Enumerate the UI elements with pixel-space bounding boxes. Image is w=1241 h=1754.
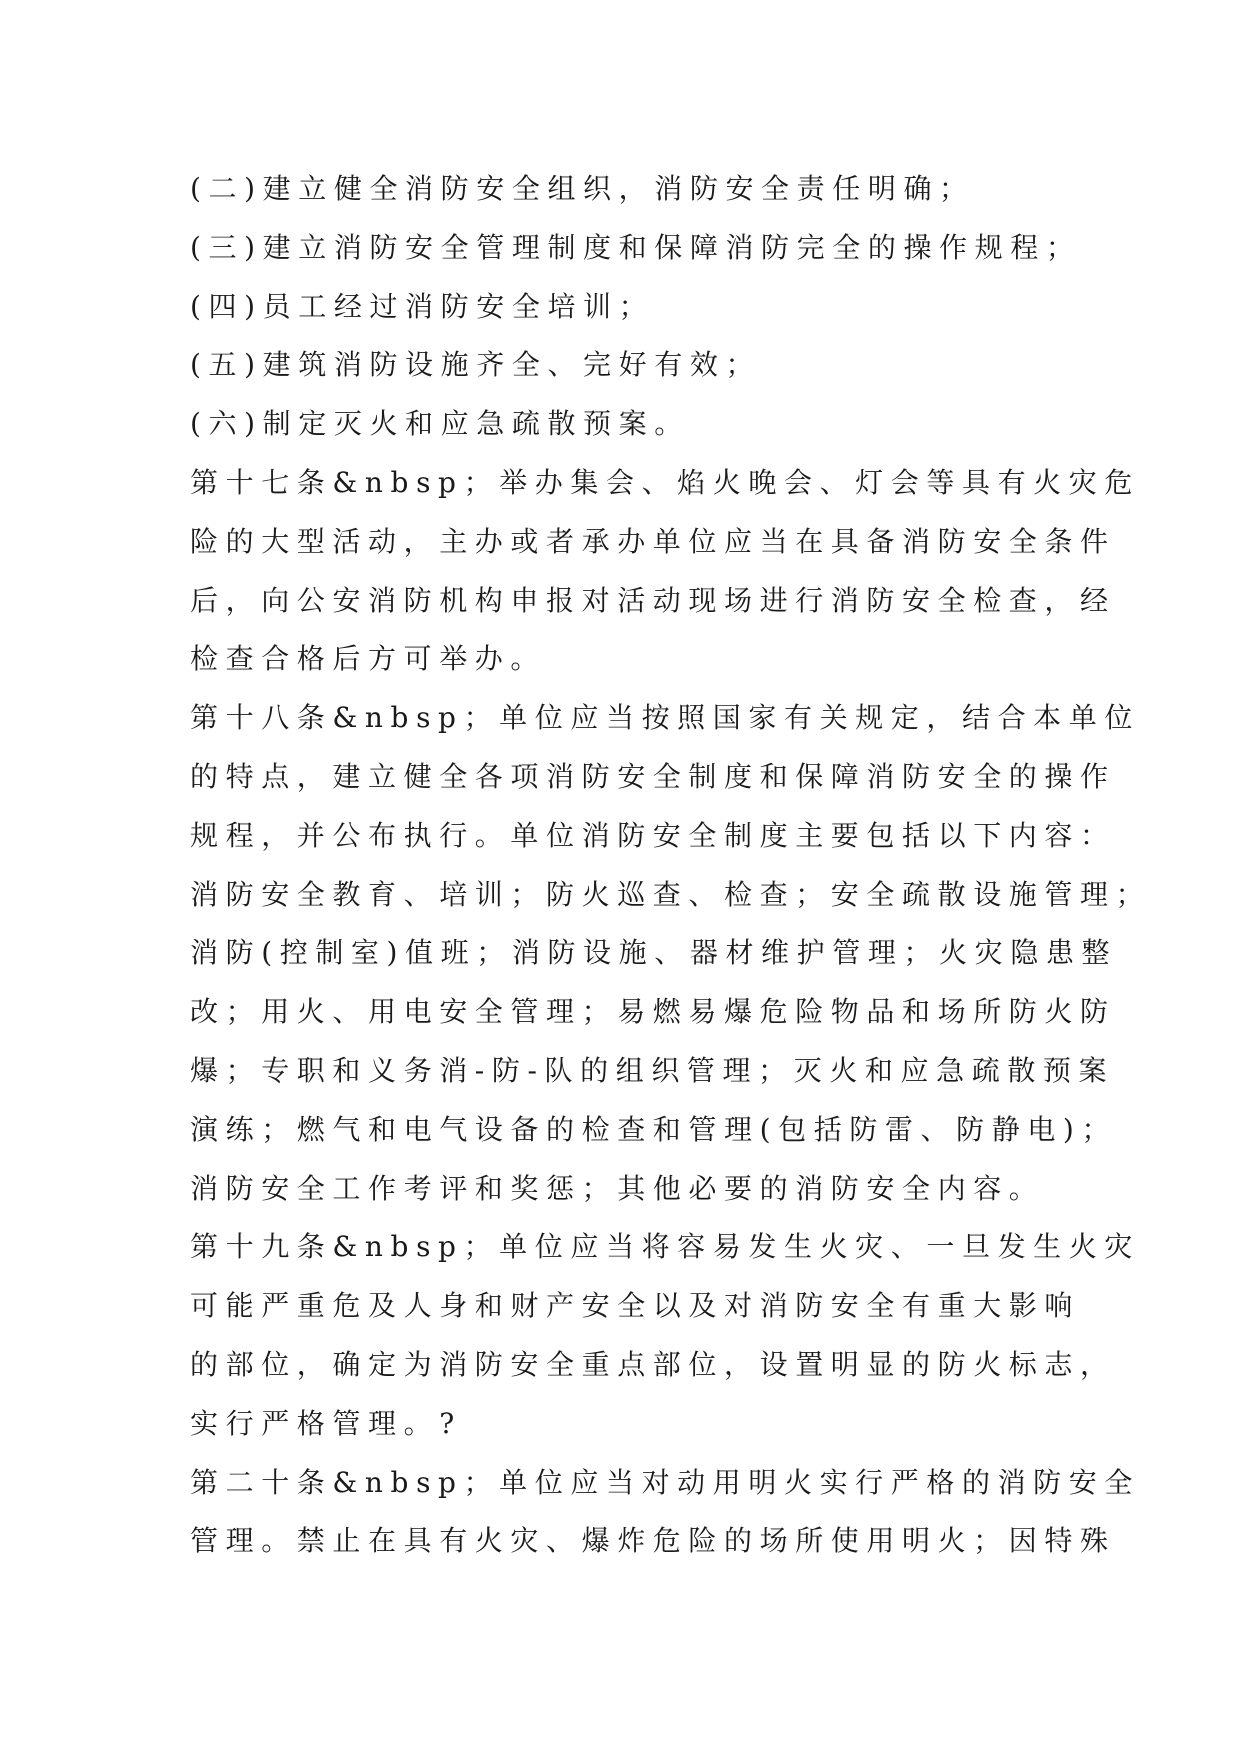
text-line: 管理。禁止在具有火灾、爆炸危险的场所使用明火；因特殊 [190,1524,1116,1558]
text-line: 检查合格后方可举办。 [190,642,547,676]
text-line: 消防安全教育、培训；防火巡查、检查；安全疏散设施管理； [190,877,1152,911]
text-line: 的部位，确定为消防安全重点部位，设置明显的防火标志， [190,1347,1116,1381]
text-line: (四)员工经过消防安全培训； [190,289,655,323]
document-body [190,160,1152,1571]
text-line: (五)建筑消防设施齐全、完好有效； [190,348,762,382]
text-line: (三)建立消防安全管理制度和保障消防完全的操作规程； [190,230,1082,264]
text-line: 第十九条&nbsp；单位应当将容易发生火灾、一旦发生火灾 [190,1230,1140,1264]
text-line: 第二十条&nbsp；单位应当对动用明火实行严格的消防安全 [190,1465,1140,1499]
text-line: 演练；燃气和电气设备的检查和管理(包括防雷、防静电)； [190,1112,1118,1146]
text-line: (二)建立健全消防安全组织，消防安全责任明确； [190,172,975,205]
text-line: 险的大型活动，主办或者承办单位应当在具备消防安全条件 [190,524,1116,558]
text-line: 消防(控制室)值班；消防设施、器材维护管理；火灾隐患整 [190,936,1118,970]
text-line: 第十七条&nbsp；举办集会、焰火晚会、灯会等具有火灾危 [190,465,1140,499]
text-line: 规程，并公布执行。单位消防安全制度主要包括以下内容： [190,818,1116,852]
text-line: 实行严格管理。? [190,1406,462,1440]
text-line: 第十八条&nbsp；单位应当按照国家有关规定，结合本单位 [190,701,1140,735]
text-line: 后，向公安消防机构申报对活动现场进行消防安全检查，经 [190,583,1116,617]
text-line: 的特点，建立健全各项消防安全制度和保障消防安全的操作 [190,759,1116,793]
text-line: 爆；专职和义务消-防-队的组织管理；灭火和应急疏散预案 [190,1053,1115,1087]
text-line: (六)制定灭火和应急疏散预案。 [190,407,690,441]
text-line: 可能严重危及人身和财产安全以及对消防安全有重大影响 [190,1289,1081,1323]
text-line: 消防安全工作考评和奖惩；其他必要的消防安全内容。 [190,1171,1045,1205]
text-line: 改；用火、用电安全管理；易燃易爆危险物品和场所防火防 [190,995,1116,1029]
